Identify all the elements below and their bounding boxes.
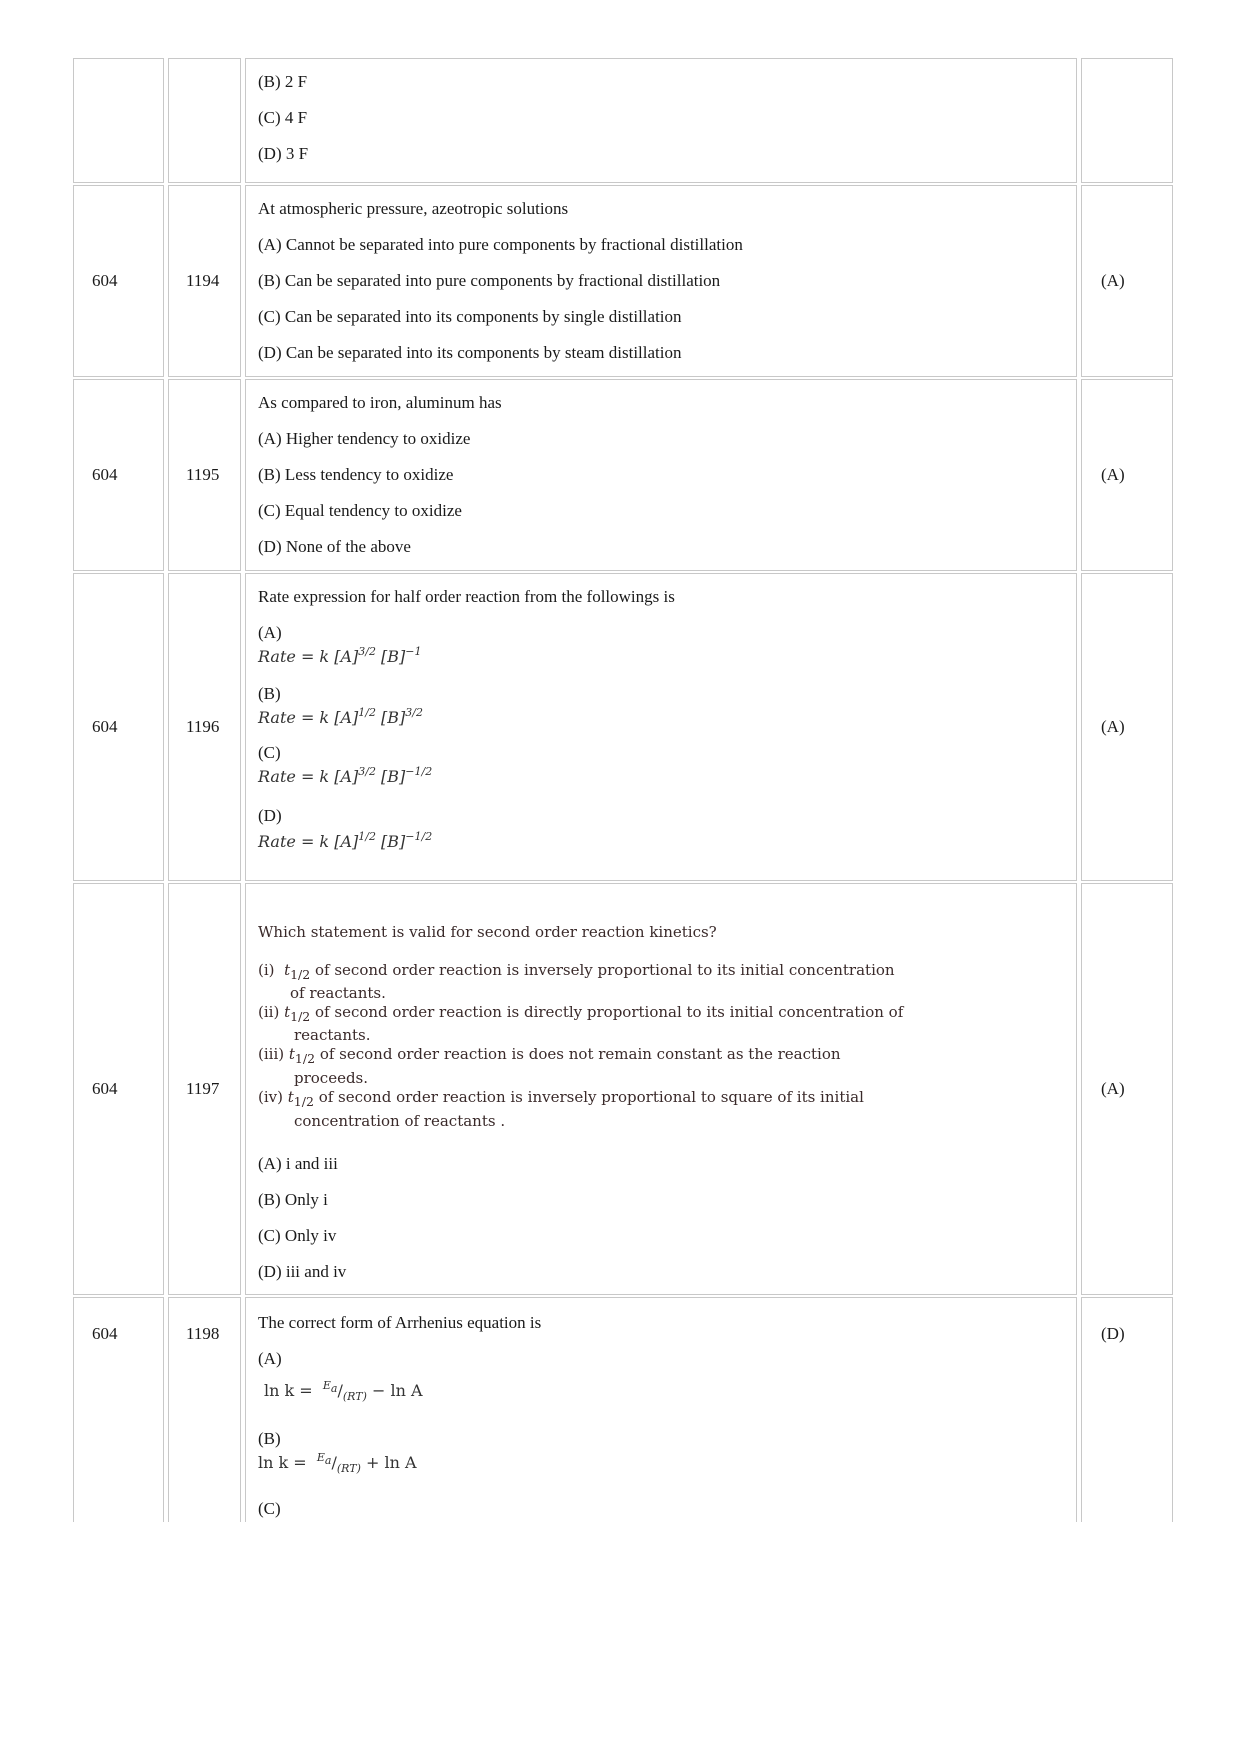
answer: (A) xyxy=(1101,717,1125,736)
statement-iii: (iii) $t_{1/2}$ of second order reaction is does not remain constant as the reaction xyxy=(258,1045,841,1066)
statement-iii-cont: proceeds. xyxy=(294,1069,369,1087)
question-number: 1198 xyxy=(186,1324,220,1343)
option-b-label: (B) xyxy=(258,684,281,703)
option-d-formula: Rate = k $[A]^{1/2}$ $[B]^{-1/2}$ xyxy=(258,830,433,851)
option-b: (B) Only i xyxy=(258,1190,328,1209)
option-c: (C) Only iv xyxy=(258,1226,337,1245)
statement-i-cont: of reactants. xyxy=(290,984,386,1002)
subject-cell xyxy=(73,379,164,571)
option-b: (B) Can be separated into pure components by fractional distillation xyxy=(258,271,721,290)
subject-cell xyxy=(73,1297,164,1522)
subject-code: 604 xyxy=(92,271,118,290)
subject-cell xyxy=(73,573,164,881)
subject-code: 604 xyxy=(92,465,118,484)
option-d-label: (D) xyxy=(258,806,282,825)
table-row xyxy=(73,1297,1173,1522)
subject-code: 604 xyxy=(92,1079,118,1098)
statement-ii: (ii) $t_{1/2}$ of second order reaction is directly proportional to its initial concentration of xyxy=(258,1003,904,1024)
qno-cell xyxy=(168,883,241,1295)
question-text: Which statement is valid for second order reaction kinetics? xyxy=(258,923,717,941)
option-a-label: (A) xyxy=(258,623,282,642)
question-cell xyxy=(245,58,1077,183)
qno-cell xyxy=(168,573,241,881)
option-c: (C) 4 F xyxy=(258,108,308,127)
subject-cell xyxy=(73,883,164,1295)
subject-cell xyxy=(73,185,164,377)
option-c-formula: Rate = k $[A]^{3/2}$ $[B]^{-1/2}$ xyxy=(258,765,433,786)
answer: (A) xyxy=(1101,271,1125,290)
answer: (D) xyxy=(1101,1324,1125,1343)
question-text: The correct form of Arrhenius equation is xyxy=(258,1313,542,1332)
option-b-formula: Rate = k $[A]^{1/2}$ $[B]^{3/2}$ xyxy=(258,706,423,727)
option-b: (B) Less tendency to oxidize xyxy=(258,465,454,484)
option-c: (C) Equal tendency to oxidize xyxy=(258,501,462,520)
answer: (A) xyxy=(1101,465,1125,484)
question-number: 1194 xyxy=(186,271,220,290)
table-row xyxy=(73,58,1173,183)
answer-cell xyxy=(1081,883,1173,1295)
option-a: (A) i and iii xyxy=(258,1154,338,1173)
answer-cell xyxy=(1081,58,1173,183)
table-row xyxy=(73,379,1173,571)
option-d: (D) 3 F xyxy=(258,144,309,163)
qno-cell xyxy=(168,185,241,377)
statement-iv: (iv) $t_{1/2}$ of second order reaction is inversely proportional to square of its initial xyxy=(258,1088,864,1109)
option-b-label: (B) xyxy=(258,1429,281,1448)
question-number: 1195 xyxy=(186,465,220,484)
question-text: Rate expression for half order reaction from the followings is xyxy=(258,587,675,606)
option-a-formula: $\ln k = ^{E_a}/_{(RT)} - \ln A$ xyxy=(264,1379,423,1404)
subject-cell xyxy=(73,58,164,183)
option-a: (A) Higher tendency to oxidize xyxy=(258,429,471,448)
answer-cell xyxy=(1081,573,1173,881)
option-a-formula: Rate = k $[A]^{3/2}$ $[B]^{-1}$ xyxy=(258,645,422,666)
question-table xyxy=(73,58,1173,1522)
qno-cell xyxy=(168,58,241,183)
table-row xyxy=(73,185,1173,377)
option-d: (D) None of the above xyxy=(258,537,411,556)
option-c-label: (C) xyxy=(258,743,281,762)
option-d: (D) Can be separated into its components by steam distillation xyxy=(258,343,682,362)
statement-iv-cont: concentration of reactants . xyxy=(294,1112,506,1130)
statement-i: (i) $t_{1/2}$ of second order reaction is inversely proportional to its initial concentration xyxy=(258,961,895,982)
question-text: As compared to iron, aluminum has xyxy=(258,393,502,412)
question-text: At atmospheric pressure, azeotropic solutions xyxy=(258,199,569,218)
option-a-label: (A) xyxy=(258,1349,282,1368)
statement-ii-cont: reactants. xyxy=(294,1026,371,1044)
answer-cell xyxy=(1081,185,1173,377)
option-b: (B) 2 F xyxy=(258,72,308,91)
answer: (A) xyxy=(1101,1079,1125,1098)
qno-cell xyxy=(168,1297,241,1522)
option-c-label: (C) xyxy=(258,1499,281,1518)
answer-cell xyxy=(1081,1297,1173,1522)
subject-code: 604 xyxy=(92,717,118,736)
table-row xyxy=(73,883,1173,1295)
question-number: 1197 xyxy=(186,1079,220,1098)
option-a: (A) Cannot be separated into pure components by fractional distillation xyxy=(258,235,743,254)
option-b-formula: $\ln k = ^{E_a}/_{(RT)} + \ln A$ xyxy=(258,1451,417,1476)
option-c: (C) Can be separated into its components by single distillation xyxy=(258,307,682,326)
subject-code: 604 xyxy=(92,1324,118,1343)
table-row xyxy=(73,573,1173,881)
question-number: 1196 xyxy=(186,717,220,736)
qno-cell xyxy=(168,379,241,571)
option-d: (D) iii and iv xyxy=(258,1262,347,1281)
answer-cell xyxy=(1081,379,1173,571)
